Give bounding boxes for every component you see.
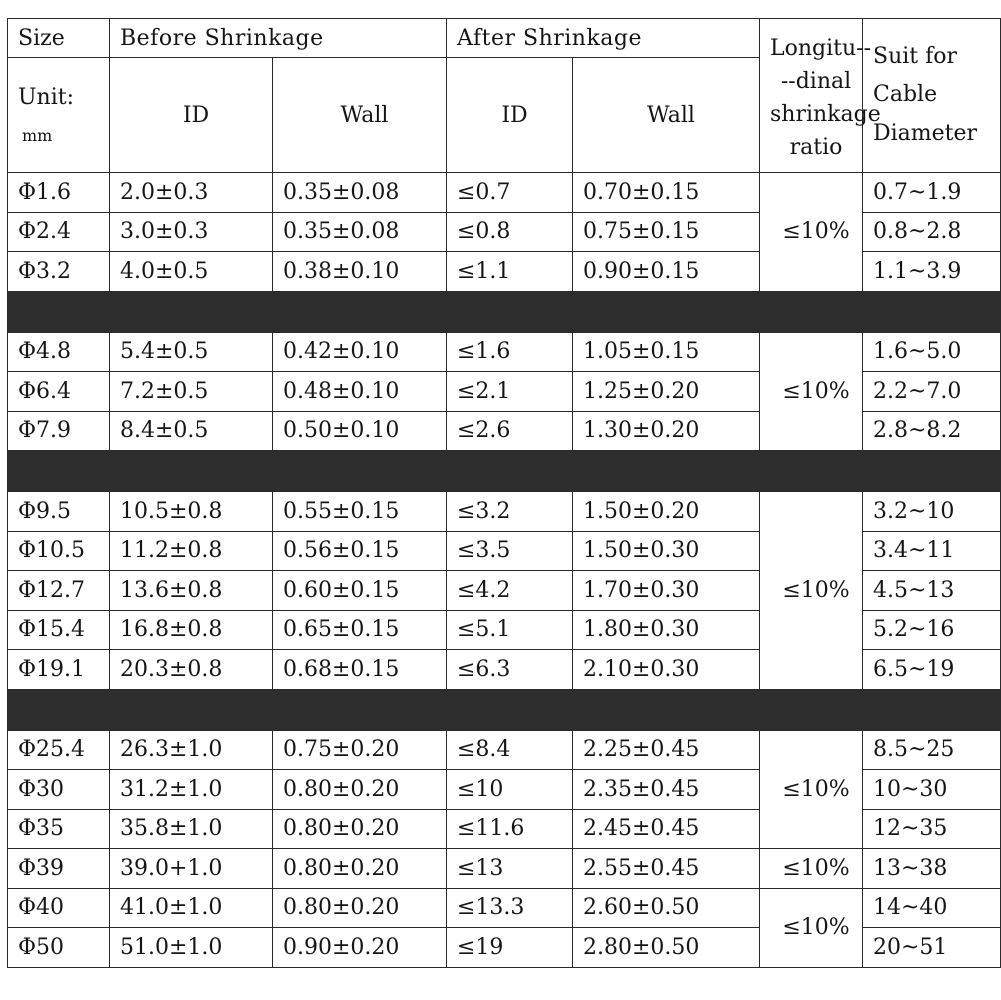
after-id-cell: ≤0.8 [447, 212, 573, 252]
after-id-cell: ≤2.1 [447, 372, 573, 412]
before-wall-cell: 0.90±0.20 [273, 928, 447, 968]
after-wall-cell: 2.25±0.45 [573, 730, 760, 770]
unit-mm-label: mm [22, 125, 53, 145]
suit-diameter-cell: 8.5~25 [863, 730, 1001, 770]
size-cell: Φ1.6 [8, 173, 110, 213]
table-row [8, 849, 1001, 889]
table-row [8, 173, 1001, 213]
after-wall-cell: 1.50±0.20 [573, 492, 760, 532]
shrinkage-ratio-cell: ≤10% [760, 730, 863, 849]
shrinkage-ratio-cell: ≤10% [760, 849, 863, 889]
before-id-cell: 26.3±1.0 [110, 730, 273, 770]
before-wall-cell: 0.50±0.10 [273, 411, 447, 451]
shrinkage-ratio-cell: ≤10% [760, 492, 863, 690]
after-id-cell: ≤8.4 [447, 730, 573, 770]
after-id-cell: ≤10 [447, 770, 573, 810]
before-id-cell: 20.3±0.8 [110, 650, 273, 690]
after-id-cell: ≤4.2 [447, 571, 573, 611]
size-cell: Φ3.2 [8, 252, 110, 292]
suit-diameter-cell: 2.8~8.2 [863, 411, 1001, 451]
after-id-cell: ≤3.2 [447, 492, 573, 532]
header-row-1 [8, 19, 1001, 58]
after-id-cell: ≤13.3 [447, 888, 573, 928]
before-id-cell: 2.0±0.3 [110, 173, 273, 213]
size-cell: Φ7.9 [8, 411, 110, 451]
suit-diameter-cell: 5.2~16 [863, 610, 1001, 650]
after-wall-cell: 1.05±0.15 [573, 332, 760, 372]
spec-table [7, 18, 1001, 968]
group-separator [8, 689, 1001, 730]
suit-cable-diameter-header [863, 19, 1001, 173]
suit-diameter-cell: 20~51 [863, 928, 1001, 968]
size-cell: Φ39 [8, 849, 110, 889]
after-id-header: ID [447, 58, 573, 173]
before-wall-cell: 0.68±0.15 [273, 650, 447, 690]
after-wall-cell: 2.10±0.30 [573, 650, 760, 690]
size-cell: Φ4.8 [8, 332, 110, 372]
table-row [8, 332, 1001, 372]
before-id-cell: 11.2±0.8 [110, 531, 273, 571]
after-id-cell: ≤5.1 [447, 610, 573, 650]
longitudinal-label-2: --dinal [780, 68, 852, 94]
size-cell: Φ30 [8, 770, 110, 810]
before-wall-cell: 0.80±0.20 [273, 770, 447, 810]
suit-diameter-cell: 0.7~1.9 [863, 173, 1001, 213]
after-id-cell: ≤2.6 [447, 411, 573, 451]
before-id-cell: 10.5±0.8 [110, 492, 273, 532]
size-cell: Φ40 [8, 888, 110, 928]
suit-diameter-cell: 1.6~5.0 [863, 332, 1001, 372]
longitudinal-ratio-header [760, 19, 881, 173]
size-cell: Φ50 [8, 928, 110, 968]
before-wall-cell: 0.65±0.15 [273, 610, 447, 650]
longitudinal-label-4: ratio [789, 134, 843, 160]
before-id-cell: 7.2±0.5 [110, 372, 273, 412]
suit-diameter-cell: 14~40 [863, 888, 1001, 928]
after-wall-header: Wall [573, 58, 760, 173]
after-wall-cell: 2.45±0.45 [573, 809, 760, 849]
after-shrinkage-header: After Shrinkage [447, 19, 760, 58]
before-wall-cell: 0.38±0.10 [273, 252, 447, 292]
table-row [8, 730, 1001, 770]
group-separator [8, 291, 1001, 332]
suit-diameter-cell: 4.5~13 [863, 571, 1001, 611]
before-id-cell: 5.4±0.5 [110, 332, 273, 372]
after-id-cell: ≤6.3 [447, 650, 573, 690]
after-wall-cell: 1.30±0.20 [573, 411, 760, 451]
suit-label-3: Diameter [873, 120, 978, 146]
unit-label: Unit: [18, 85, 74, 111]
shrinkage-ratio-cell: ≤10% [760, 332, 863, 451]
after-id-cell: ≤1.1 [447, 252, 573, 292]
after-wall-cell: 1.70±0.30 [573, 571, 760, 611]
separator-bar [8, 291, 1001, 332]
before-wall-cell: 0.42±0.10 [273, 332, 447, 372]
after-id-cell: ≤13 [447, 849, 573, 889]
suit-diameter-cell: 0.8~2.8 [863, 212, 1001, 252]
before-id-cell: 35.8±1.0 [110, 809, 273, 849]
suit-diameter-cell: 3.4~11 [863, 531, 1001, 571]
shrinkage-ratio-cell: ≤10% [760, 888, 863, 967]
unit-header [8, 58, 110, 173]
after-wall-cell: 2.35±0.45 [573, 770, 760, 810]
suit-label-1: Suit for [873, 43, 958, 69]
after-wall-cell: 2.80±0.50 [573, 928, 760, 968]
table-row [8, 888, 1001, 928]
before-id-cell: 8.4±0.5 [110, 411, 273, 451]
before-wall-cell: 0.35±0.08 [273, 212, 447, 252]
after-wall-cell: 2.55±0.45 [573, 849, 760, 889]
after-id-cell: ≤1.6 [447, 332, 573, 372]
suit-diameter-cell: 12~35 [863, 809, 1001, 849]
size-cell: Φ35 [8, 809, 110, 849]
size-cell: Φ25.4 [8, 730, 110, 770]
size-cell: Φ10.5 [8, 531, 110, 571]
before-id-cell: 13.6±0.8 [110, 571, 273, 611]
before-id-cell: 31.2±1.0 [110, 770, 273, 810]
before-id-cell: 3.0±0.3 [110, 212, 273, 252]
before-wall-cell: 0.80±0.20 [273, 809, 447, 849]
after-wall-cell: 0.75±0.15 [573, 212, 760, 252]
before-id-cell: 16.8±0.8 [110, 610, 273, 650]
suit-label-2: Cable [873, 82, 938, 108]
before-shrinkage-header: Before Shrinkage [110, 19, 447, 58]
after-wall-cell: 0.90±0.15 [573, 252, 760, 292]
after-id-cell: ≤19 [447, 928, 573, 968]
longitudinal-label-1: Longitu-- [770, 35, 872, 61]
suit-diameter-cell: 1.1~3.9 [863, 252, 1001, 292]
after-wall-cell: 2.60±0.50 [573, 888, 760, 928]
separator-bar [8, 689, 1001, 730]
longitudinal-label-3: shrinkage [770, 101, 881, 127]
after-id-cell: ≤3.5 [447, 531, 573, 571]
table-row [8, 492, 1001, 532]
size-cell: Φ6.4 [8, 372, 110, 412]
before-id-cell: 4.0±0.5 [110, 252, 273, 292]
suit-diameter-cell: 6.5~19 [863, 650, 1001, 690]
before-wall-cell: 0.56±0.15 [273, 531, 447, 571]
after-wall-cell: 1.50±0.30 [573, 531, 760, 571]
size-cell: Φ2.4 [8, 212, 110, 252]
shrinkage-ratio-cell: ≤10% [760, 173, 863, 292]
size-header: Size [8, 19, 110, 58]
size-cell: Φ12.7 [8, 571, 110, 611]
after-wall-cell: 0.70±0.15 [573, 173, 760, 213]
separator-bar [8, 451, 1001, 492]
size-cell: Φ9.5 [8, 492, 110, 532]
before-wall-cell: 0.60±0.15 [273, 571, 447, 611]
before-wall-cell: 0.35±0.08 [273, 173, 447, 213]
suit-diameter-cell: 13~38 [863, 849, 1001, 889]
before-wall-cell: 0.48±0.10 [273, 372, 447, 412]
before-id-cell: 51.0±1.0 [110, 928, 273, 968]
before-wall-cell: 0.75±0.20 [273, 730, 447, 770]
before-wall-header: Wall [273, 58, 447, 173]
after-id-cell: ≤11.6 [447, 809, 573, 849]
after-wall-cell: 1.80±0.30 [573, 610, 760, 650]
after-wall-cell: 1.25±0.20 [573, 372, 760, 412]
before-wall-cell: 0.80±0.20 [273, 888, 447, 928]
suit-diameter-cell: 2.2~7.0 [863, 372, 1001, 412]
group-separator [8, 451, 1001, 492]
suit-diameter-cell: 10~30 [863, 770, 1001, 810]
size-cell: Φ15.4 [8, 610, 110, 650]
before-id-cell: 41.0±1.0 [110, 888, 273, 928]
suit-diameter-cell: 3.2~10 [863, 492, 1001, 532]
before-id-cell: 39.0+1.0 [110, 849, 273, 889]
before-wall-cell: 0.80±0.20 [273, 849, 447, 889]
after-id-cell: ≤0.7 [447, 173, 573, 213]
size-cell: Φ19.1 [8, 650, 110, 690]
before-wall-cell: 0.55±0.15 [273, 492, 447, 532]
before-id-header: ID [110, 58, 273, 173]
